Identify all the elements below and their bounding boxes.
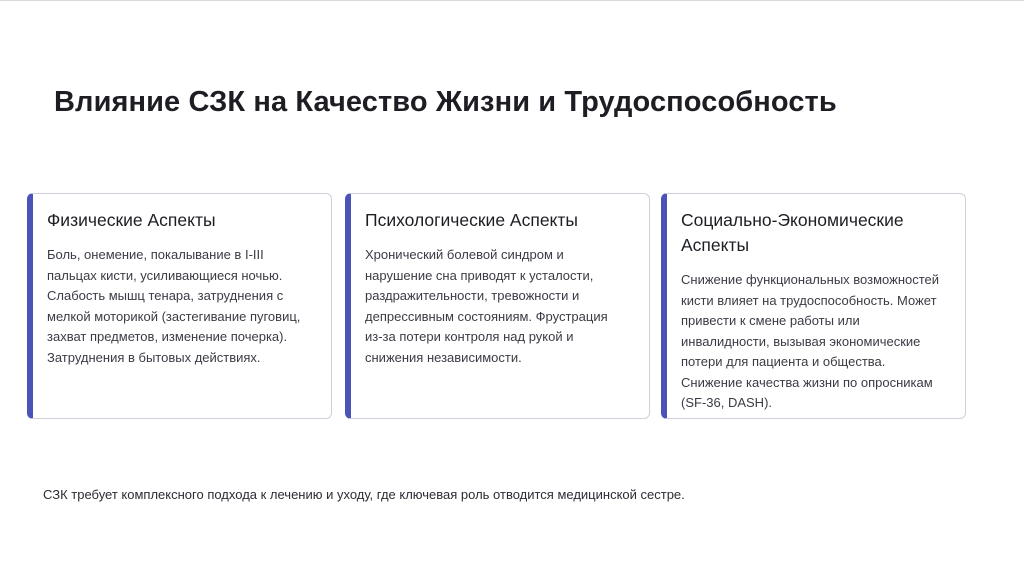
card-body: Снижение функциональных возможностей кисти влияет на трудоспособность. Может привести к смене работы или инвалидности, вызывая экономические потери для пациента и общества. Снижение качества жизни по опросникам (SF-36, DASH).	[681, 272, 940, 410]
card-socioeconomic-aspects	[661, 193, 966, 419]
card-physical-aspects	[27, 193, 332, 419]
card-body: Боль, онемение, покалывание в I-III пальцах кисти, усиливающиеся ночью. Слабость мышц тенара, затруднения с мелкой моторикой (застегивание пуговиц, захват предметов, изменение почерка). Затруднения в бытовых действиях.	[47, 247, 301, 365]
footer-note: СЗК требует комплексного подхода к лечению и уходу, где ключевая роль отводится медицинской сестре.	[43, 487, 685, 502]
top-divider	[0, 0, 1024, 1]
page-title: Влияние СЗК на Качество Жизни и Трудоспособность	[54, 86, 837, 118]
card-psychological-aspects	[345, 193, 650, 419]
card-body: Хронический болевой синдром и нарушение сна приводят к усталости, раздражительности, тревожности и депрессивным состояниям. Фрустрация из-за потери контроля над рукой и снижения независимости.	[365, 247, 608, 365]
card-title: Социально-Экономические Аспекты	[681, 210, 904, 255]
card-title: Физические Аспекты	[47, 210, 216, 230]
card-title: Психологические Аспекты	[365, 210, 579, 230]
